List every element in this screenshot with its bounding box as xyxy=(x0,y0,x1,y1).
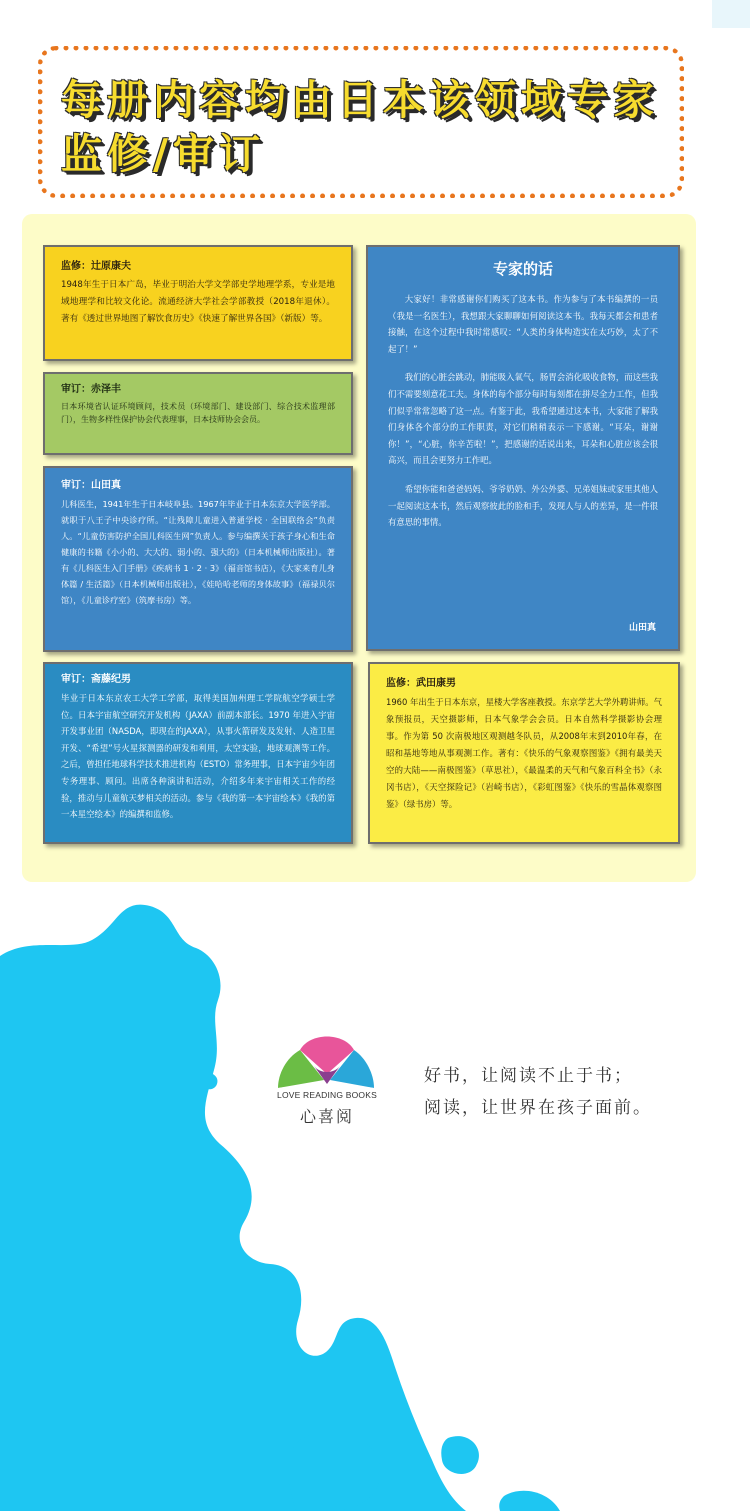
card-reviewer-saito xyxy=(43,662,353,844)
card-body: 1948年生于日本广岛，毕业于明治大学文学部史学地理学系，专业是地域地理学和比较文化论。流通经济大学社会学部教授（2018年退休）。著有《透过世界地图了解饮食历史》《快速了解世界各国》（新版）等。 xyxy=(61,280,335,324)
card-supervisor-tsujihara xyxy=(43,245,353,361)
page-headline: 每册内容均由日本该领域专家监修/审订 xyxy=(61,76,659,178)
card-supervisor-takeda xyxy=(368,662,680,844)
top-strip xyxy=(0,0,750,28)
card-title: 专家的话 xyxy=(492,260,553,278)
card-body: 日本环境省认证环境顾问，技术员（环境部门、建设部门、综合技术监理部门），生物多样性保护协会代表理事，日本技师协会会员。 xyxy=(61,402,335,424)
logo-chinese-text: 心喜阅 xyxy=(299,1107,354,1126)
slogan-line: 好书，让阅读不止于书； xyxy=(424,1066,633,1086)
card-reviewer-akazawa xyxy=(43,372,353,455)
expert-paragraph: 希望你能和爸爸妈妈、爷爷奶奶、外公外婆、兄弟姐妹或家里其他人一起阅读这本书，然后观察彼此的脸和手，发现人与人的差异，是一件很有意思的事情。 xyxy=(388,483,658,528)
expert-paragraph: 大家好！非常感谢你们购买了这本书。作为参与了本书编撰的一员（我是一名医生），我想跟大家聊聊如何阅读这本书。我每天都会和患者接触，在这个过程中我时常感叹：“人类的身体构造实在太巧妙，太了不起了！” xyxy=(388,294,658,354)
splash-drop xyxy=(499,1491,560,1511)
card-reviewer-yamada xyxy=(43,466,353,652)
slogan-line: 阅读，让世界在孩子面前。 xyxy=(424,1098,652,1118)
card-title: 审订：赤泽丰 xyxy=(61,384,121,395)
headline-frame xyxy=(38,46,684,198)
logo-english-text: LOVE READING BOOKS xyxy=(277,1090,377,1100)
splash-drop xyxy=(441,1436,479,1474)
splash-shape xyxy=(0,905,466,1511)
brand-slogan xyxy=(424,1060,652,1124)
card-title: 审订：斋藤纪男 xyxy=(61,674,131,685)
card-body: 1960 年出生于日本东京，星楼大学客座教授。东京学艺大学外聘讲师。气象预报员，天空摄影师，日本气象学会会员。日本自然科学摄影协会理事。作为第 50 次南极地区观测越冬队员，从2008年末到2010年春，在昭和基地等地从事观测工作。著有：《快乐的气象观察图鉴》《拥有最美天空的大陆——南极图鉴》（草思社），《最温柔的天气和气象百科全书》（永冈书店），《天空探险记》（岩崎书店），《彩虹图鉴》《快乐的雪晶体观察图鉴》（绿书房）等。 xyxy=(386,697,662,809)
blue-splash-decoration xyxy=(0,900,750,1511)
card-title: 监修：武田康男 xyxy=(386,678,456,689)
card-body: 毕业于日本东京农工大学工学部，取得美国加州理工学院航空学硕士学位。日本宇宙航空研究开发机构（JAXA）前副本部长。1970 年进入宇宙开发事业团（NASDA，即现在的JAXA），从事火箭研发及发射、人造卫星开发、“希望”号火星探测器的研发和利用，太空实验，地球观测等工作。之后，曾担任地球科学技术推进机构（ESTO）常务理事，日本宇宙少年团专务理事、顾问。出席各种演讲和活动，介绍多年来宇宙相关工作的经验，推动与儿童航天梦相关的活动。参与《我的第一本宇宙绘本》《我的第一本星空绘本》的编撰和监修。 xyxy=(61,693,335,820)
expert-signature: 山田真 xyxy=(628,623,656,633)
card-body: 儿科医生，1941年生于日本岐阜县。1967年毕业于日本东京大学医学部。就职于八王子中央诊疗所。“让残障儿童进入普通学校 · 全国联络会”负责人。“儿童伤害防护全国儿科医生网”负责人。参与编撰关于孩子身心和生命健康的书籍《小小的、大大的、弱小的、强大的》（日本机械师出版社）。著有《儿科医生入门手册》《疾病书 1 · 2 · 3》（福音馆书店），《大家来育儿身体篇 / 生活篇》（日本机械师出版社），《娃哈哈老师的身体故事》（福禄贝尔馆），《儿童诊疗室》（筑摩书房）等。 xyxy=(61,499,335,605)
card-title: 监修：辻原康夫 xyxy=(61,261,131,272)
card-title: 审订：山田真 xyxy=(61,480,121,491)
top-edge-decoration xyxy=(712,0,750,28)
expert-paragraph: 我们的心脏会跳动，肺能吸入氧气，肠胃会消化吸收食物，而这些我们不需要刻意花工夫。身体的每个部分每时每刻都在拼尽全力工作，但我们似乎常常忽略了这一点。有鉴于此，我希望通过这本书，大家能了解我们身体各个部分的工作职责，对它们稍稍表示一下感谢。“耳朵，谢谢你！”，“心脏，你辛苦啦！”，把感谢的话说出来，耳朵和心脏应该会很高兴，而且会更努力工作吧。 xyxy=(388,372,658,466)
card-expert-words xyxy=(366,245,680,651)
